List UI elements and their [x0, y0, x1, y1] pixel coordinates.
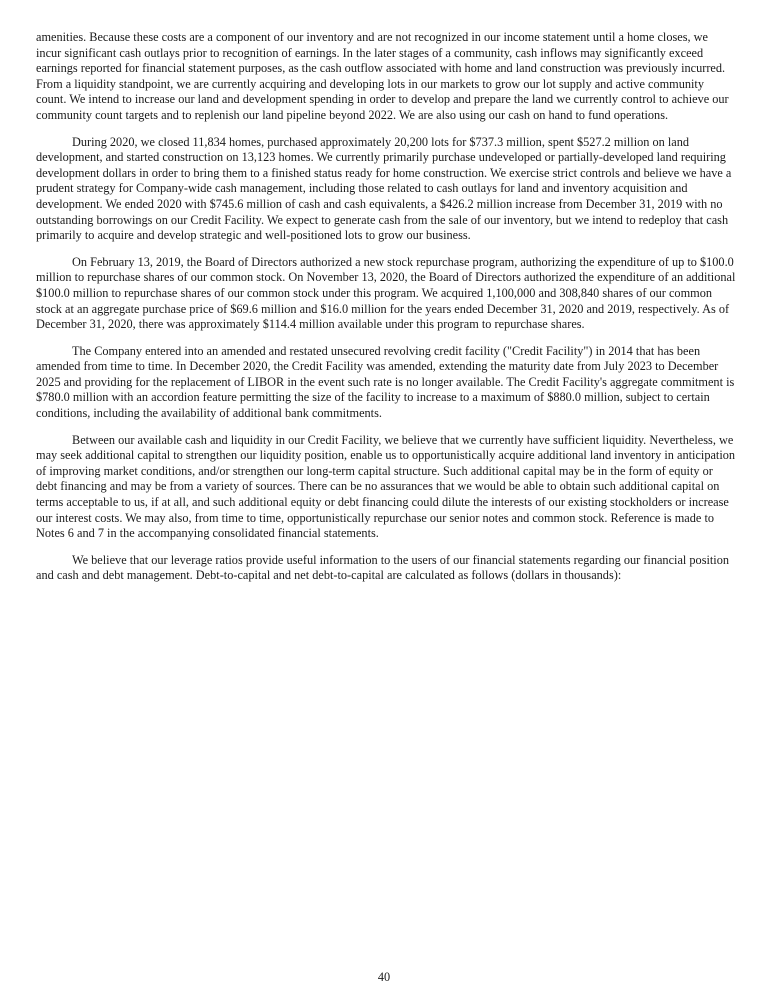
paragraph-credit-facility: The Company entered into an amended and restated unsecured revolving credit facility ("Credit Facility") in 2014 that has been amended from time to time. In December 2020, the Credit Facility was amended, extending the maturity date from July 2023 to December 2025 and providing for the replacement of LIBOR in the event such rate is no longer available. The Credit Facility's aggregate commitment is $780.0 million with an accordion feature permitting the size of the facility to increase to a maximum of $880.0 million, subject to certain conditions, including the availability of additional bank commitments.: [36, 343, 735, 421]
paragraph-2020-activity: During 2020, we closed 11,834 homes, purchased approximately 20,200 lots for $737.3 million, spent $527.2 million on land development, and started construction on 13,123 homes. We currently primarily purchase undeveloped or partially-developed land requiring development dollars in order to bring them to a finished status ready for home construction. We exercise strict controls and believe we have a prudent strategy for Company-wide cash management, including those related to cash outlays for land and inventory acquisition and development. We ended 2020 with $745.6 million of cash and cash equivalents, a $426.2 million increase from December 31, 2019 with no outstanding borrowings on our Credit Facility. We expect to generate cash from the sale of our inventory, but we intend to redeploy that cash primarily to acquire and develop strategic and well-positioned lots to grow our business.: [36, 134, 732, 243]
paragraph-liquidity-overview: amenities. Because these costs are a component of our inventory and are not recognized in our income statement until a home closes, we incur significant cash outlays prior to recognition of earnings. In the later stages of a community, cash inflows may significantly exceed earnings reported for financial statement purposes, as the cash outflow associated with home and land construction was previously incurred. From a liquidity standpoint, we are currently acquiring and developing lots in our markets to grow our lot supply and active community count. We intend to increase our land and development spending in order to develop and prepare the land we currently control to achieve our community count targets and to replenish our land pipeline beyond 2022. We are also using our cash on hand to fund operations.: [36, 30, 729, 122]
document-page: [36, 30, 736, 595]
paragraph-leverage-ratios: We believe that our leverage ratios provide useful information to the users of our financial statements regarding our financial position and cash and debt management. Debt-to-capital and net debt-to-capital are calculated as follows (dollars in thousands):: [36, 552, 730, 583]
paragraph-stock-repurchase: On February 13, 2019, the Board of Directors authorized a new stock repurchase program, authorizing the expenditure of up to $100.0 million to repurchase shares of our common stock. On November 13, 2020, the Board of Directors authorized the expenditure of an additional $100.0 million to repurchase shares of our common stock under this program. We acquired 1,100,000 and 308,840 shares of our common stock at an aggregate purchase price of $69.6 million and $16.0 million for the years ended December 31, 2020 and 2019, respectively. As of December 31, 2020, there was approximately $114.4 million available under this program to repurchase shares.: [36, 254, 736, 332]
paragraph-additional-capital: Between our available cash and liquidity in our Credit Facility, we believe that we currently have sufficient liquidity. Nevertheless, we may seek additional capital to strengthen our liquidity position, enable us to opportunistically acquire additional land inventory in anticipation of improving market conditions, and/or strengthen our long-term capital structure. Such additional capital may be in the form of equity or debt financing and may be from a variety of sources. There can be no assurances that we would be able to obtain such additional capital on terms acceptable to us, if at all, and such additional equity or debt financing could dilute the interests of our existing stockholders or increase our interest costs. We may also, from time to time, opportunistically repurchase our senior notes and common stock. Reference is made to Notes 6 and 7 in the accompanying consolidated financial statements.: [36, 432, 736, 541]
page-number: 40: [377, 970, 391, 984]
